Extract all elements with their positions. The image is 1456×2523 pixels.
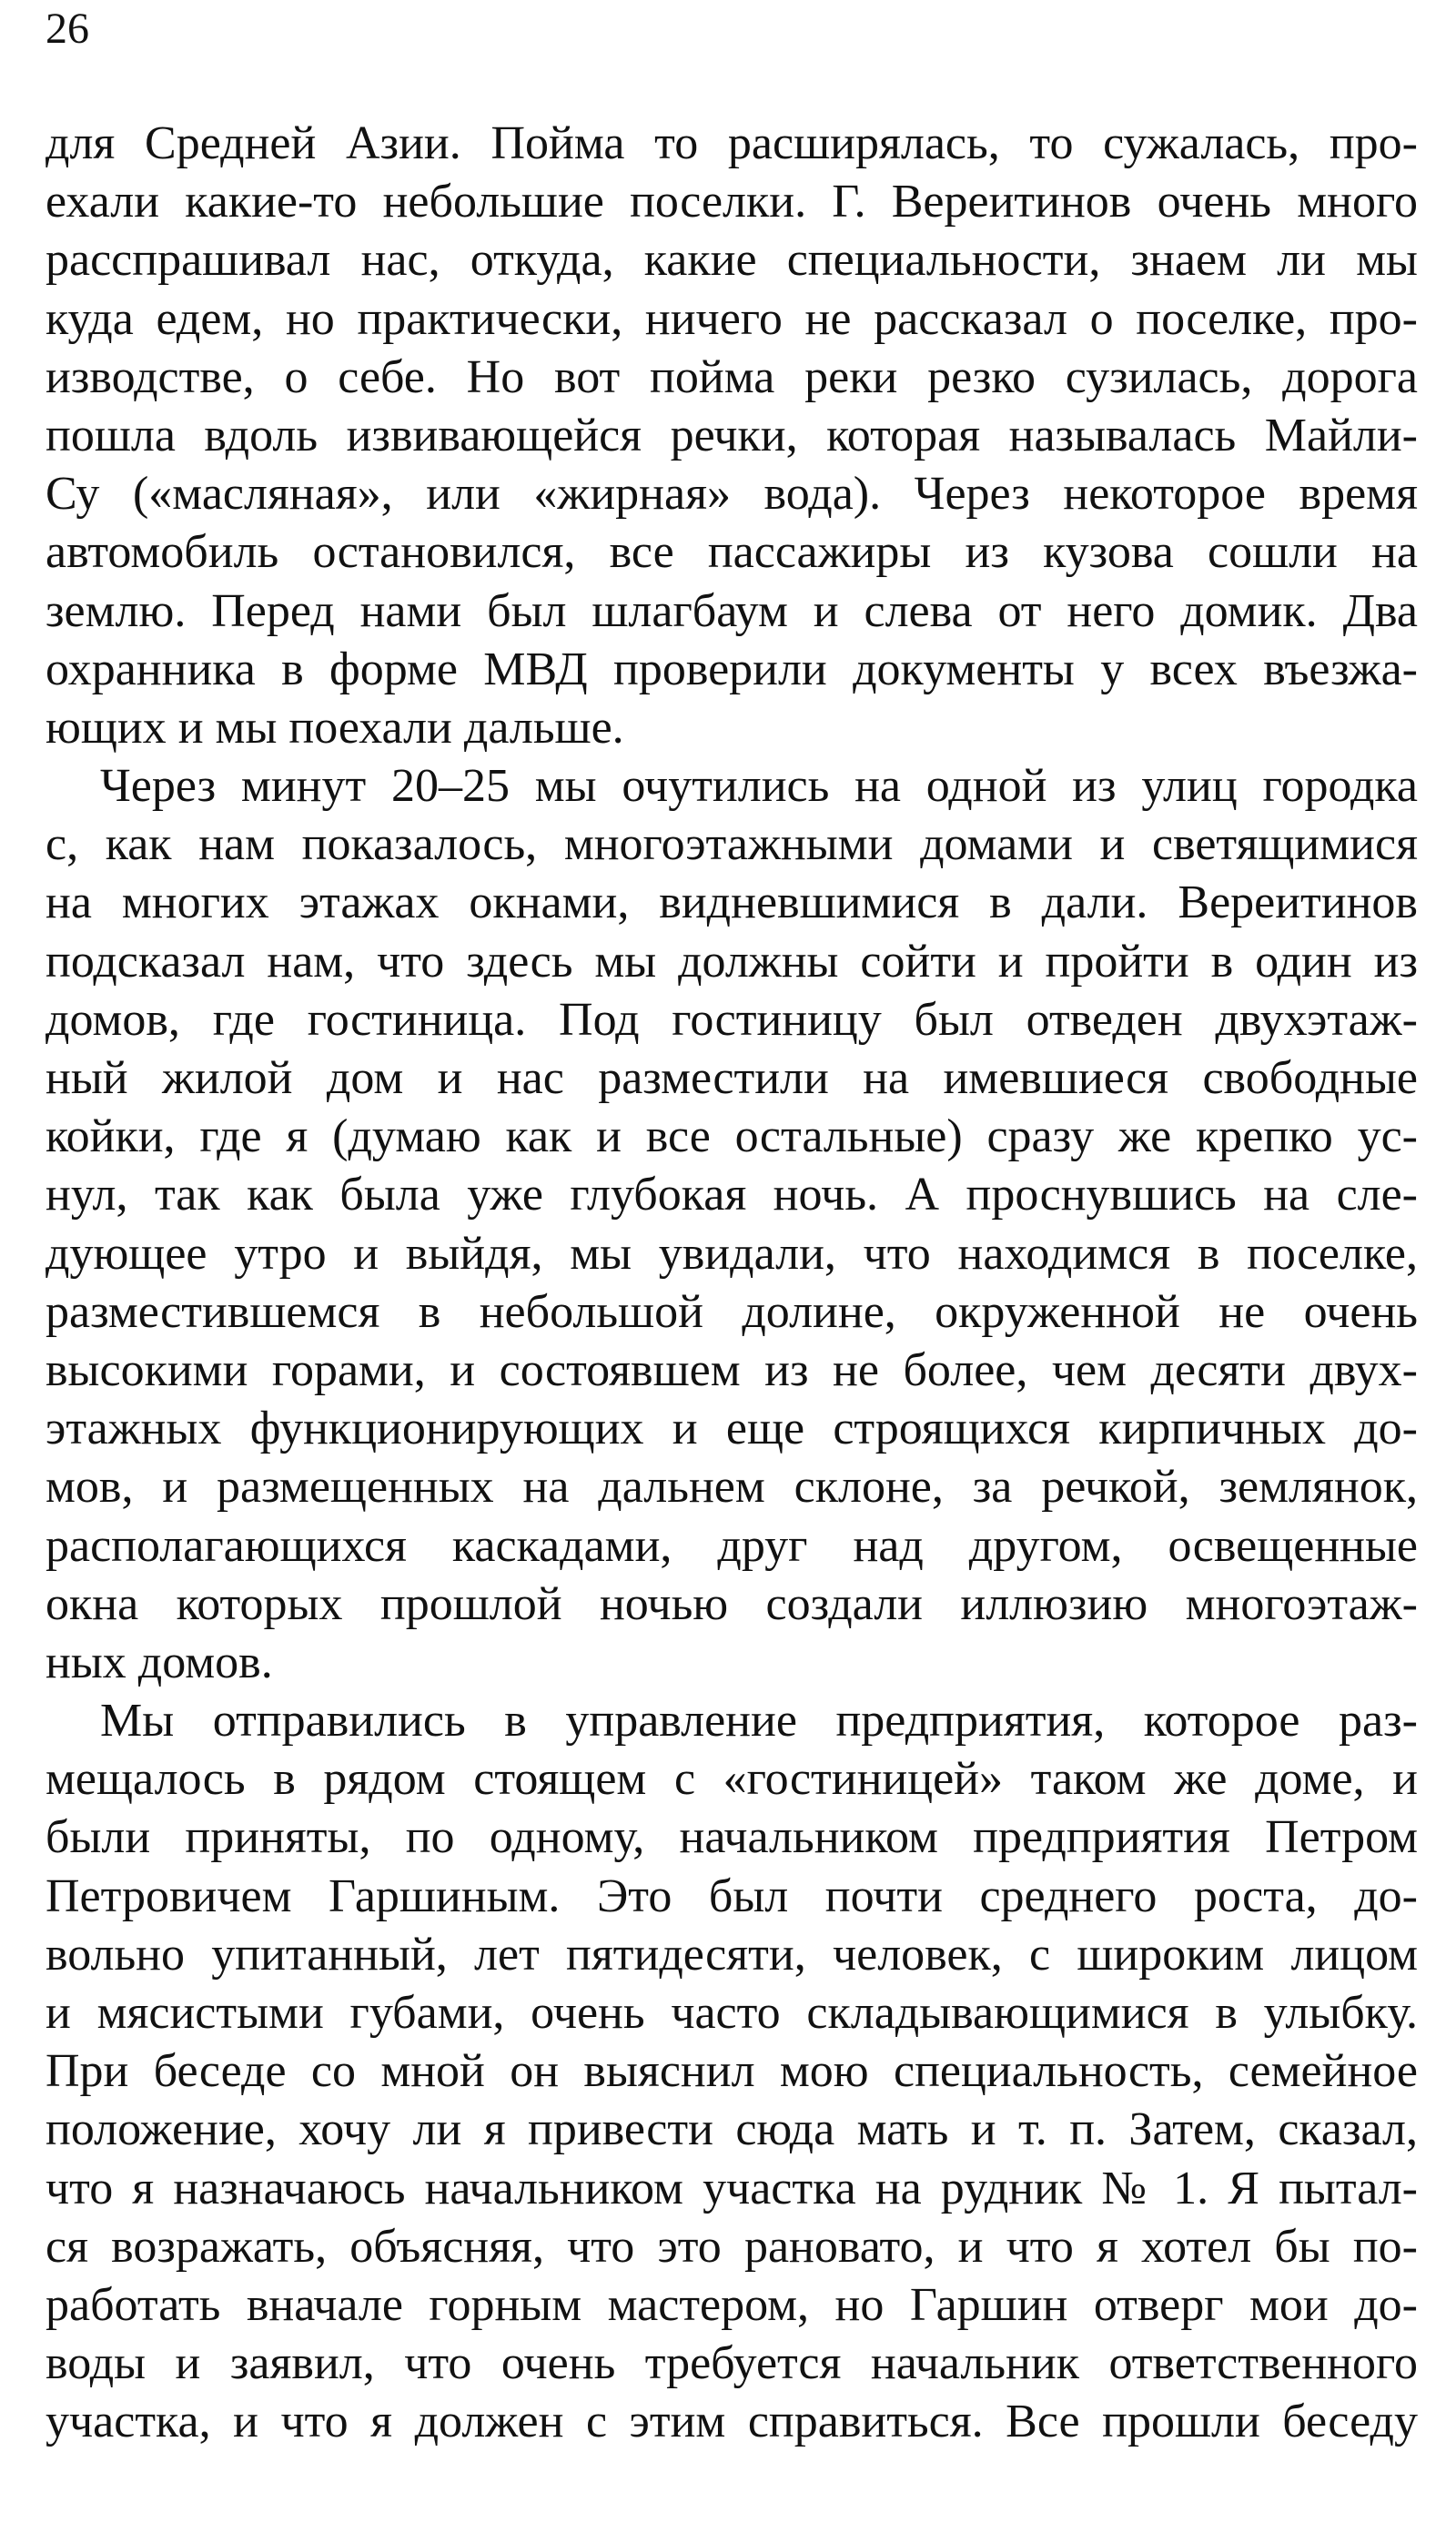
page-number: 26 [46,5,89,53]
text-line: с, как нам показалось, многоэтажными домами и светящимися [46,818,1418,871]
text-line: вольно упитанный, лет пятидесяти, человек, с широким лицом [46,1928,1418,1981]
text-line: При беседе со мной он выяснил мою специальность, семейное [46,2045,1418,2098]
text-line: расспрашивал нас, откуда, какие специальности, знаем ли мы [46,234,1418,287]
text-line: охранника в форме МВД проверили документы у всех въезжа- [46,643,1418,695]
text-line: окна которых прошлой ночью создали иллюзию многоэтаж- [46,1577,1418,1630]
text-line: домов, где гостиница. Под гостиницу был отведен двухэтаж- [46,993,1418,1046]
text-line: ных домов. [46,1636,273,1688]
text-line: что я назначаюсь начальником участка на рудник № 1. Я пытал- [46,2162,1418,2214]
text-line: участка, и что я должен с этим справиться. Все прошли беседу [46,2396,1418,2448]
text-line: были приняты, по одному, начальником предприятия Петром [46,1811,1418,1864]
text-line: Су («масляная», или «жирная» вода). Через некоторое время [46,468,1418,521]
text-line: автомобиль остановился, все пассажиры из кузова сошли на [46,526,1418,579]
paragraph [46,757,1418,1692]
text-line: подсказал нам, что здесь мы должны сойти и пройти в один из [46,935,1418,988]
text-line: разместившемся в небольшой долине, окруженной не очень [46,1285,1418,1338]
text-line: работать вначале горным мастером, но Гаршин отверг мои до- [46,2278,1418,2331]
text-line: ехали какие-то небольшие поселки. Г. Вереитинов очень много [46,176,1418,228]
text-line: куда едем, но практически, ничего не рассказал о поселке, про- [46,292,1418,345]
text-line: изводстве, о себе. Но вот пойма реки резко сузилась, дорога [46,350,1418,403]
text-line: ся возражать, объясняя, что это рановато, и что я хотел бы по- [46,2220,1418,2273]
text-line: положение, хочу ли я привести сюда мать и т. п. Затем, сказал, [46,2103,1418,2156]
text-line: Петровичем Гаршиным. Это был почти среднего роста, до- [46,1869,1418,1922]
text-line: койки, где я (думаю как и все остальные) сразу же крепко ус- [46,1110,1418,1163]
text-line: на многих этажах окнами, видневшимися в дали. Вереитинов [46,876,1418,929]
text-line: высокими горами, и состоявшем из не более, чем десяти двух- [46,1343,1418,1396]
text-line: и мясистыми губами, очень часто складывающимися в улыбку. [46,1987,1418,2039]
body-text [46,115,1418,2452]
text-line: дующее утро и выйдя, мы увидали, что находимся в поселке, [46,1227,1418,1280]
text-line: для Средней Азии. Пойма то расширялась, то сужалась, про- [46,117,1418,169]
paragraph [46,1692,1418,2451]
text-line: мещалось в рядом стоящем с «гостиницей» таком же доме, и [46,1753,1418,1806]
text-line: располагающихся каскадами, друг над другом, освещенные [46,1519,1418,1572]
text-line: нул, так как была уже глубокая ночь. А проснувшись на сле- [46,1169,1418,1221]
text-line: ный жилой дом и нас разместили на имевшиеся свободные [46,1052,1418,1104]
text-line: воды и заявил, что очень требуется начальник ответственного [46,2337,1418,2390]
text-line: пошла вдоль извивающейся речки, которая называлась Майли- [46,409,1418,461]
text-line: землю. Перед нами был шлагбаум и слева от него домик. Два [46,584,1418,637]
text-line: ющих и мы поехали дальше. [46,701,624,754]
text-line: мов, и размещенных на дальнем склоне, за речкой, землянок, [46,1461,1418,1514]
text-line: Мы отправились в управление предприятия, которое раз- [100,1695,1418,1748]
text-line: Через минут 20–25 мы очутились на одной из улиц городка [100,760,1418,813]
paragraph [46,115,1418,757]
text-line: этажных функционирующих и еще строящихся кирпичных до- [46,1403,1418,1455]
